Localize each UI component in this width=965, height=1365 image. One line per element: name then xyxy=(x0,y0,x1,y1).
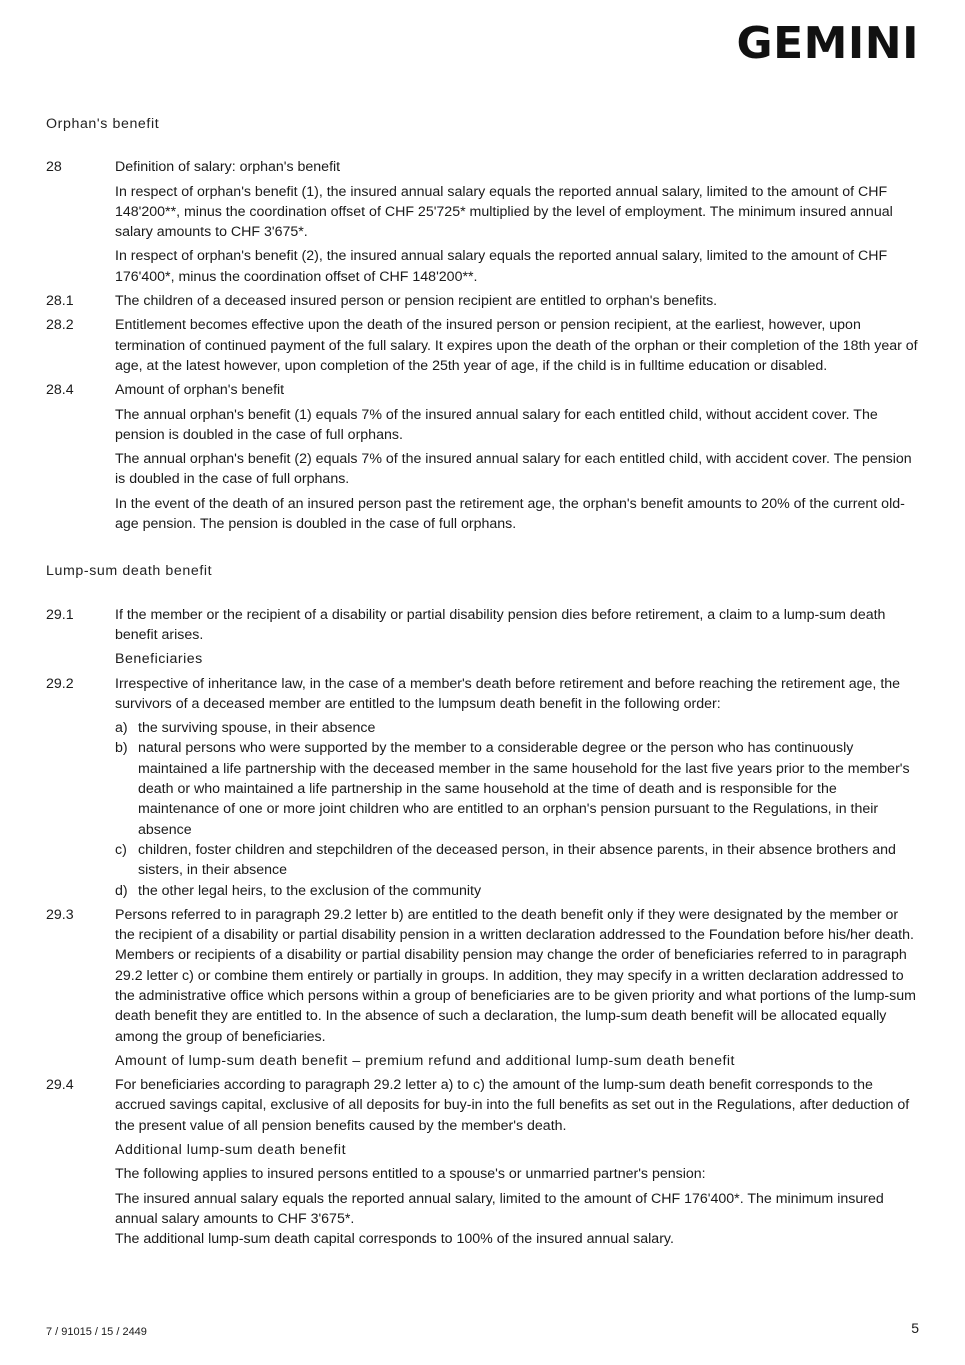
clause-text: Irrespective of inheritance law, in the case of a member's death before retirement and before reaching the retirement age, the survivors of a deceased member are entitled to the lumpsum death benefit in the following order: xyxy=(115,675,901,712)
clause-28 xyxy=(46,157,919,177)
clause-paragraph: The additional lump-sum death capital corresponds to 100% of the insured annual salary. xyxy=(115,1231,674,1248)
list-text: the surviving spouse, in their absence xyxy=(138,720,376,737)
clause-number: 28.2 xyxy=(46,317,74,334)
list-letter: a) xyxy=(115,720,128,737)
clause-heading: Definition of salary: orphan's benefit xyxy=(115,159,341,176)
clause-paragraph: The insured annual salary equals the reported annual salary, limited to the amount of CHF 176'400*. The minimum insured annual salary amounts to CHF 3'675*. xyxy=(115,1190,884,1227)
clause-text: The children of a deceased insured person or pension recipient are entitled to orphan's benefits. xyxy=(115,293,718,310)
clause-28-1 xyxy=(46,291,919,311)
clause-29-1 xyxy=(46,605,919,646)
page-number: 5 xyxy=(911,1320,919,1336)
clause-28-4 xyxy=(46,380,919,400)
subheading-amount-of-lump-sum: Amount of lump-sum death benefit – premium refund and additional lump-sum death benefit xyxy=(115,1052,735,1069)
list-text: natural persons who were supported by the member to a considerable degree or the person who has continuously maintained a life partnership with the deceased member in the same household for the last five years prior to the member's death or who maintained a life partnership in the same household at the time of death and is responsible for the maintenance of one or more joint children who are entitled to an orphan's pension pursuant to the Regulations, in their absence xyxy=(138,740,910,838)
clause-paragraph: In respect of orphan's benefit (2), the insured annual salary equals the reported annual salary, limited to the amount of CHF 176'400*, minus the coordination offset of CHF 148'200**. xyxy=(115,248,888,285)
clause-number: 29.2 xyxy=(46,675,74,692)
clause-29-4 xyxy=(46,1075,919,1136)
list-text: the other legal heirs, to the exclusion of the community xyxy=(138,882,482,899)
clause-paragraph: The annual orphan's benefit (1) equals 7% of the insured annual salary for each entitled child, without accident cover. The pension is doubled in the case of full orphans. xyxy=(115,406,878,443)
list-item xyxy=(115,738,919,839)
list-letter: c) xyxy=(115,841,127,858)
clause-number: 29.1 xyxy=(46,606,74,623)
clause-29-2 xyxy=(46,674,919,715)
beneficiary-order-list xyxy=(115,718,919,901)
clause-text: If the member or the recipient of a disability or partial disability pension dies before retirement, a claim to a lump-sum death benefit arises. xyxy=(115,606,886,643)
clause-text: For beneficiaries according to paragraph 29.2 letter a) to c) the amount of the lump-sum death benefit corresponds to the accrued savings capital, exclusive of all deposits for buy-in into the full benefits as set out in the Regulations, after deduction of the present value of all pension benefits caused by the member's death. xyxy=(115,1077,910,1134)
list-item xyxy=(115,840,919,881)
section-title-orphans-benefit: Orphan's benefit xyxy=(46,116,160,132)
list-text: children, foster children and stepchildren of the deceased person, in their absence parents, in their absence brothers and sisters, in their absence xyxy=(138,841,896,879)
clause-28-2 xyxy=(46,315,919,376)
clause-number: 29.3 xyxy=(46,906,74,923)
clause-29-3 xyxy=(46,905,919,1047)
clause-paragraph: The following applies to insured persons entitled to a spouse's or unmarried partner's pension: xyxy=(115,1166,706,1183)
clause-number: 28.1 xyxy=(46,293,74,310)
document-reference: 7 / 91015 / 15 / 2449 xyxy=(46,1326,147,1338)
clause-number: 29.4 xyxy=(46,1077,74,1094)
company-logo: GEMINI xyxy=(736,18,919,69)
clause-paragraph: The annual orphan's benefit (2) equals 7% of the insured annual salary for each entitled child, with accident cover. The pension is doubled in the case of full orphans. xyxy=(115,451,912,488)
list-letter: d) xyxy=(115,882,128,899)
list-item xyxy=(115,881,919,901)
clause-heading: Amount of orphan's benefit xyxy=(115,382,285,399)
clause-number: 28.4 xyxy=(46,382,74,399)
clause-number: 28 xyxy=(46,159,62,176)
section-title-lump-sum-death-benefit: Lump-sum death benefit xyxy=(46,563,213,580)
document-body xyxy=(46,114,919,1254)
clause-text: Persons referred to in paragraph 29.2 letter b) are entitled to the death benefit only if they were designated by the member or the recipient of a disability or partial disability pension in a written declaration addressed to the Foundation before his/her death. Members or recipients of a disability or partial disability pension may change the order of beneficiaries referred to in paragraph 29.2 letter c) or combine them entirely or partially in groups. In addition, they may specify in a written declaration addressed to the administrative office which persons within a group of beneficiaries are to be given priority and what portions of the lump-sum death benefit they are entitled to. In the absence of such a declaration, the lump-sum death benefit will be allocated equally among the group of beneficiaries. xyxy=(115,906,916,1045)
clause-paragraph: In respect of orphan's benefit (1), the insured annual salary equals the reported annual salary, limited to the amount of CHF 148'200**, minus the coordination offset of CHF 25'725* multiplied by the level of employment. The minimum insured annual salary amounts to CHF 3'675*. xyxy=(115,183,893,241)
subheading-beneficiaries: Beneficiaries xyxy=(115,651,203,668)
list-item xyxy=(115,718,919,738)
subheading-additional-lump-sum: Additional lump-sum death benefit xyxy=(115,1142,347,1159)
clause-paragraph: In the event of the death of an insured person past the retirement age, the orphan's benefit amounts to 20% of the current old-age pension. The pension is doubled in the case of full orphans. xyxy=(115,495,905,533)
list-letter: b) xyxy=(115,740,128,757)
clause-text: Entitlement becomes effective upon the death of the insured person or pension recipient, at the earliest, however, upon termination of continued payment of the full salary. It expires upon the death of the orphan or their completion of the 18th year of age, at the latest however, upon completion of the 25th year of age, if the child is in fulltime education or disabled. xyxy=(115,317,918,374)
